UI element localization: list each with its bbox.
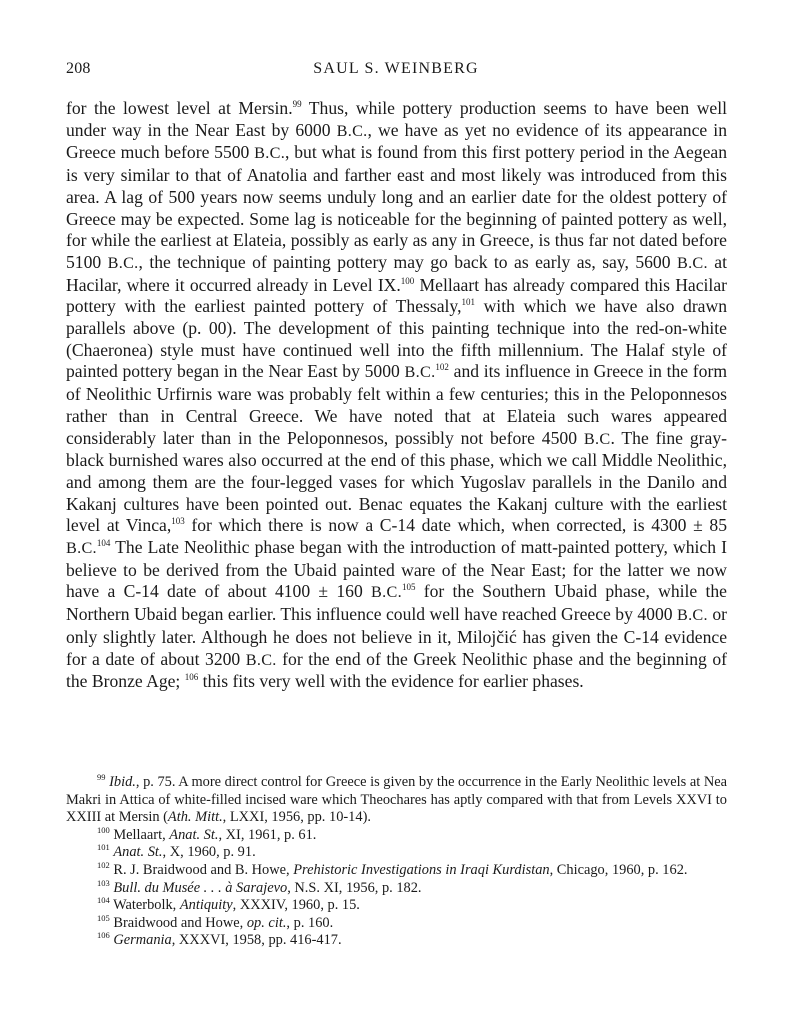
era-abbrev: B.C. <box>107 253 139 272</box>
footnote-text: Anat. St. <box>113 844 163 861</box>
text-run: The Late Neolithic phase began with the introduction of matt-painted pottery, which I believe to be derived from the Ubaid painted ware of the Near East; for the latter we now have a C-14 date of about 4100 ± 160 <box>66 537 727 602</box>
text-run: with which we have also drawn parallels above (p. 00). The development of this painting technique into the red-on-white (Chaeronea) style must have continued well into the fifth millennium. The Halaf style of painted pottery began in the Near East by 5000 <box>66 296 727 382</box>
footnote-number: 104 <box>97 895 110 906</box>
running-head: SAUL S. WEINBERG <box>313 60 479 77</box>
text-run: , the technique of painting pottery may go back to as early as, say, 5600 <box>138 251 677 272</box>
footnote-99 <box>66 774 727 827</box>
text-run: , but what is found from this first pottery period in the Aegean is very similar to that of Anatolia and farther east and most likely was introduced from this area. A lag of 500 years now seems unduly long and an earlier date for the oldest pottery of Greece may be expected. Some lag is noticeable for the beginning of painted pottery as well, for while the earliest at Elateia, possibly as early as any in Greece, is thus far not dated before 5100 <box>66 142 727 272</box>
body-text <box>66 98 727 693</box>
text-run: this fits very well with the evidence for earlier phases. <box>198 671 584 692</box>
footnote-ref-103[interactable]: 103 <box>171 516 185 527</box>
footnote-ref-100[interactable]: 100 <box>400 275 415 286</box>
footnote-ref-105[interactable]: 105 <box>401 582 416 593</box>
text-run: and its influence in Greece in the form of Neolithic Urfirnis ware was probably felt within a few centuries; this in the Peloponnesos rather than in Central Greece. We have noted that at Elateia such wares appeared considerably later than in the Peloponnesos, possibly not before 4500 <box>66 361 728 448</box>
era-abbrev: B.C. <box>254 144 286 163</box>
era-abbrev: B.C. <box>371 583 402 602</box>
page-header <box>66 60 726 84</box>
footnote-text: Anat. St. <box>169 826 219 843</box>
footnote-number: 106 <box>97 930 110 941</box>
era-abbrev: B.C <box>583 429 611 448</box>
footnote-text: , XI, 1961, p. 61. <box>218 826 317 843</box>
footnote-ref-104[interactable]: 104 <box>96 538 111 549</box>
footnote-text: , X, 1960, p. 91. <box>162 844 256 861</box>
footnote-text: R. J. Braidwood and B. Howe, <box>109 861 294 878</box>
footnote-100 <box>66 824 727 845</box>
footnote-ref-102[interactable]: 102 <box>435 362 449 373</box>
footnote-text: , Chicago, 1960, p. 162. <box>549 861 688 878</box>
era-abbrev: B.C. <box>336 121 368 140</box>
footnote-text: , N.S. XI, 1956, p. 182. <box>287 879 422 896</box>
footnote-number: 100 <box>97 824 110 835</box>
era-abbrev: B.C. <box>676 606 708 625</box>
footnote-text: Waterbolk, <box>109 897 180 914</box>
footnote-text: , XXXVI, 1958, pp. 416-417. <box>171 932 342 949</box>
footnote-text: , p. 75. A more direct control for Greece is given by the occurrence in the Early Neolithic levels at Nea Makri in Attica of white-filled incised ware which Theochares has aptly compared with that from Levels XXVI to XXIII at Mersin ( <box>66 774 727 826</box>
footnote-text: Mellaart, <box>109 826 170 843</box>
footnote-text: op. cit. <box>246 914 287 931</box>
footnote-text: , LXXI, 1956, pp. 10-14). <box>222 809 371 826</box>
footnote-text: , XXXIV, 1960, p. 15. <box>232 897 360 914</box>
era-abbrev: B.C. <box>404 363 436 382</box>
footnote-text: Antiquity <box>179 897 233 914</box>
footnote-number: 102 <box>97 859 110 870</box>
text-run: or only slightly later. Although he does not believe in it, Milojčić has given the C-14 evidence for a date of about 3200 <box>66 604 727 669</box>
text-run: for the lowest level at Mersin. <box>66 98 293 118</box>
footnote-text: Bull. du Musée . . . à Sarajevo <box>113 879 288 896</box>
text-run: . The fine gray-black burnished wares also occurred at the end of this phase, which we call Middle Neolithic, and among them are the four-legged vases for which Yugoslav parallels in the Danilo and Kakanj cultures have been pointed out. Benac equates the Kakanj culture with the earliest level at Vinca, <box>66 427 727 536</box>
footnote-text: Braidwood and Howe, <box>109 914 247 931</box>
era-abbrev: B.C. <box>66 539 97 558</box>
footnote-103 <box>66 877 727 898</box>
footnote-101 <box>66 844 727 862</box>
footnote-106 <box>66 932 727 950</box>
text-run: for the end of the Greek Neolithic phase and the beginning of the Bronze Age; <box>66 648 727 692</box>
footnotes <box>66 774 727 950</box>
footnote-text: Ibid. <box>109 774 136 790</box>
footnote-ref-101[interactable]: 101 <box>461 297 475 308</box>
footnote-105 <box>66 912 727 933</box>
era-abbrev: B.C. <box>245 650 277 669</box>
text-run: , we have as yet no evidence of its appearance in Greece much before 5500 <box>66 119 727 163</box>
page-number: 208 <box>66 60 91 77</box>
text-run: Mellaart has already compared this Hacilar pottery with the earliest painted pottery of Thessaly, <box>66 274 727 317</box>
footnote-104 <box>66 897 727 915</box>
footnote-text: Prehistoric Investigations in Iraqi Kurdistan <box>293 861 550 878</box>
footnote-number: 105 <box>97 912 110 923</box>
text-run: for which there is now a C-14 date which, when corrected, is 4300 ± 85 <box>184 515 728 536</box>
era-abbrev: B.C. <box>676 253 708 272</box>
footnote-text: Germania <box>113 932 172 949</box>
footnote-number: 99 <box>97 772 106 782</box>
footnote-text: , p. 160. <box>286 914 334 931</box>
footnote-number: 103 <box>97 877 110 888</box>
footnote-ref-106[interactable]: 106 <box>184 672 199 683</box>
footnote-text: Ath. Mitt. <box>167 809 223 826</box>
footnote-ref-99[interactable]: 99 <box>292 99 302 109</box>
text-run: Thus, while pottery production seems to have been well under way in the Near East by 6000 <box>66 98 727 140</box>
footnote-102 <box>66 859 727 880</box>
footnote-number: 101 <box>97 842 110 853</box>
body-paragraph <box>66 98 727 693</box>
text-run: at Hacilar, where it occurred already in Level IX. <box>66 251 727 295</box>
text-run: for the Southern Ubaid phase, while the Northern Ubaid began earlier. This influence could well have reached Greece by 4000 <box>66 581 727 625</box>
